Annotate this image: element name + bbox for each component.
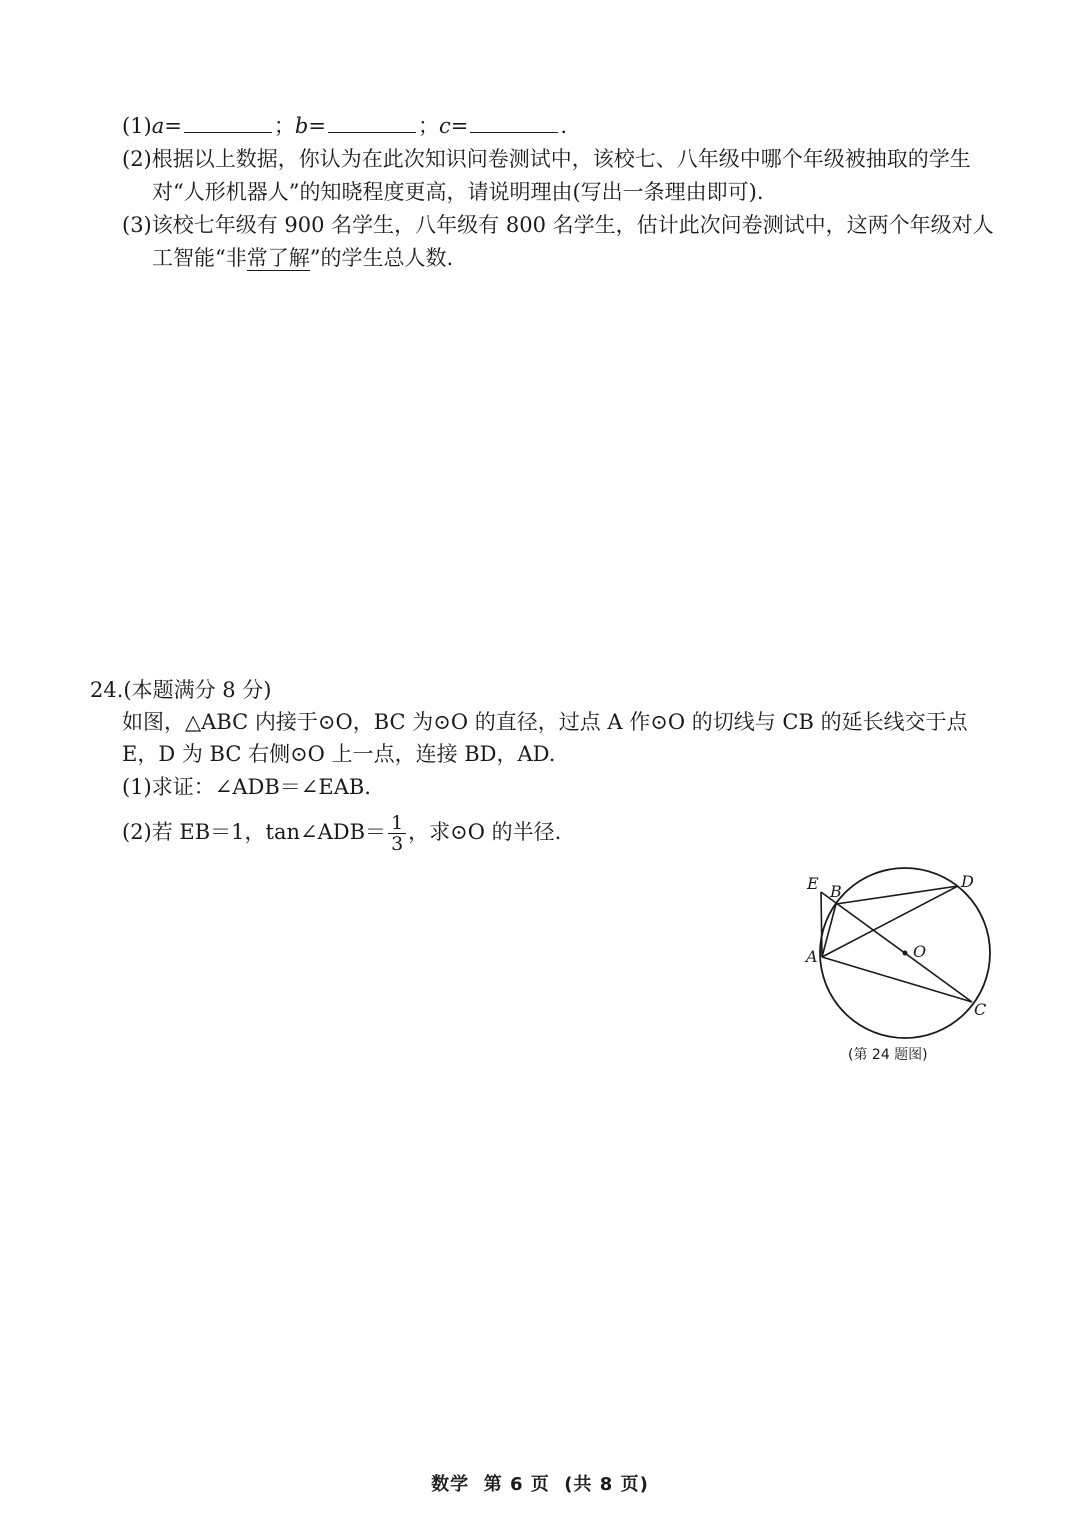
eq-sign: = — [450, 114, 469, 138]
label-c: C — [974, 1000, 987, 1019]
segment-ec — [821, 892, 972, 1002]
segment-ea — [821, 892, 822, 957]
circle-figure — [790, 860, 1010, 1040]
segment-ab — [822, 904, 836, 957]
q24-stem-line1: 如图，△ABC 内接于⊙O，BC 为⊙O 的直径，过点 A 作⊙O 的切线与 CB 的延长线交于点 — [122, 710, 968, 734]
var-a: a — [151, 114, 165, 138]
label-b: B — [830, 882, 842, 901]
q23-part3-underlined: 常了解 — [246, 246, 310, 270]
label-e: E — [807, 874, 819, 893]
label-o: O — [913, 942, 927, 961]
q23-part3-line2 — [152, 244, 453, 272]
answer-blank-b[interactable] — [328, 112, 416, 133]
q23-part2-line2: 对“人形机器人”的知晓程度更高，请说明理由(写出一条理由即可). — [152, 180, 764, 204]
q23-part3-text-a: 工智能“非 — [152, 246, 247, 270]
q24-part2-tail: ，求⊙O 的半径. — [408, 820, 562, 844]
label-a: A — [806, 947, 818, 966]
separator: ； — [417, 114, 439, 138]
figure-caption: (第 24 题图) — [848, 1047, 928, 1063]
fraction-denominator: 3 — [391, 833, 404, 855]
q23-part2-line1: (2)根据以上数据，你认为在此次知识问卷测试中，该校七、八年级中哪个年级被抽取的学生 — [122, 147, 971, 171]
fraction-one-third — [388, 813, 406, 854]
var-c: c — [438, 114, 451, 138]
q23-part1 — [122, 112, 567, 140]
segment-ac — [822, 957, 972, 1002]
eq-sign: = — [308, 114, 326, 138]
q24-part1: (1)求证：∠ADB＝∠EAB. — [122, 775, 371, 799]
center-point — [903, 951, 908, 956]
q23-part3-line1: (3)该校七年级有 900 名学生，八年级有 800 名学生，估计此次问卷测试中，这两个年级对人 — [122, 213, 994, 237]
q24-part2 — [122, 810, 561, 854]
q24-header: 24.(本题满分 8 分) — [90, 678, 272, 702]
q23-part3-text-b: ”的学生总人数. — [309, 246, 454, 270]
q24-part2-text: (2)若 EB＝1，tan∠ADB＝ — [122, 820, 387, 844]
separator: ； — [273, 114, 295, 138]
q24-stem-line2: E，D 为 BC 右侧⊙O 上一点，连接 BD，AD. — [122, 742, 556, 766]
fraction-numerator: 1 — [388, 813, 406, 834]
label-d: D — [961, 872, 974, 891]
answer-blank-c[interactable] — [470, 112, 558, 133]
answer-blank-a[interactable] — [184, 112, 272, 133]
q23-part1-prefix: (1) — [122, 114, 152, 138]
page-footer: 数学 第 6 页 (共 8 页) — [431, 1474, 649, 1495]
eq-sign: = — [164, 114, 182, 138]
period: . — [560, 114, 568, 138]
var-b: b — [294, 114, 309, 138]
